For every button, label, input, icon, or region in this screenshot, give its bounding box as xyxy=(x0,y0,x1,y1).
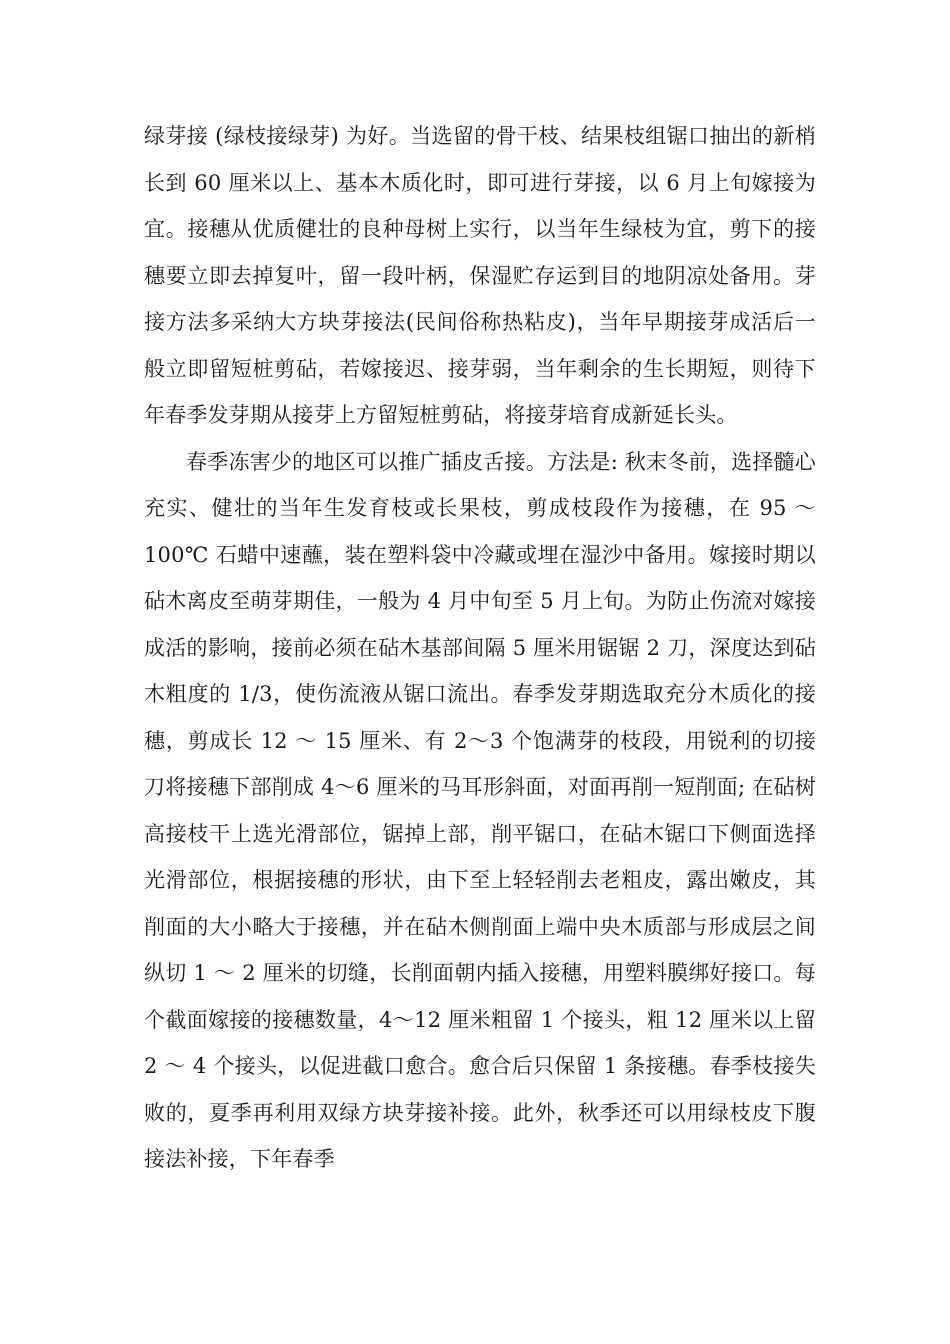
paragraph-grafting-spring-method: 春季冻害少的地区可以推广插皮舌接。方法是: 秋末冬前，选择髓心充实、健壮的当年生发育枝或长果枝，剪成枝段作为接穗，在 95 ～ 100℃ 石蜡中速蘸，装在塑料袋中冷藏或埋在湿沙中备用。嫁接时期以砧木离皮至萌芽期佳，一般为 4 月中旬至 5 月上旬。为防止伤流对嫁接成活的影响，接前必须在砧木基部间隔 5 厘米用锯锯 2 刀，深度达到砧木粗度的 1/3，使伤流液从锯口流出。春季发芽期选取充分木质化的接穗，剪成长 12 ～ 15 厘米、有 2～3 个饱满芽的枝段，用锐利的切接刀将接穗下部削成 4～6 厘米的马耳形斜面，对面再削一短削面; 在砧树高接枝干上选光滑部位，锯掉上部，削平锯口，在砧木锯口下侧面选择光滑部位，根据接穗的形状，由下至上轻轻削去老粗皮，露出嫩皮，其削面的大小略大于接穗，并在砧木侧削面上端中央木质部与形成层之间纵切 1 ～ 2 厘米的切缝，长削面朝内插入接穗，用塑料膜绑好接口。每个截面嫁接的接穗数量，4～12 厘米粗留 1 个接头，粗 12 厘米以上留 2 ～ 4 个接头，以促进截口愈合。愈合后只保留 1 条接穗。春季枝接失败的，夏季再利用双绿方块芽接补接。此外，秋季还可以用绿枝皮下腹接法补接，下年春季 xyxy=(144,449,816,1171)
document-body xyxy=(144,113,816,1183)
paragraph-grafting-green-bud: 绿芽接 (绿枝接绿芽) 为好。当选留的骨干枝、结果枝组锯口抽出的新梢长到 60 厘米以上、基本木质化时，即可进行芽接，以 6 月上旬嫁接为宜。接穗从优质健壮的良种母树上实行，以当年生绿枝为宜，剪下的接穗要立即去掉复叶，留一段叶柄，保湿贮存运到目的地阴凉处备用。芽接方法多采纳大方块芽接法(民间俗称热粘皮)，当年早期接芽成活后一般立即留短桩剪砧，若嫁接迟、接芽弱，当年剩余的生长期短，则待下年春季发芽期从接芽上方留短桩剪砧，将接芽培育成新延长头。 xyxy=(144,124,816,427)
